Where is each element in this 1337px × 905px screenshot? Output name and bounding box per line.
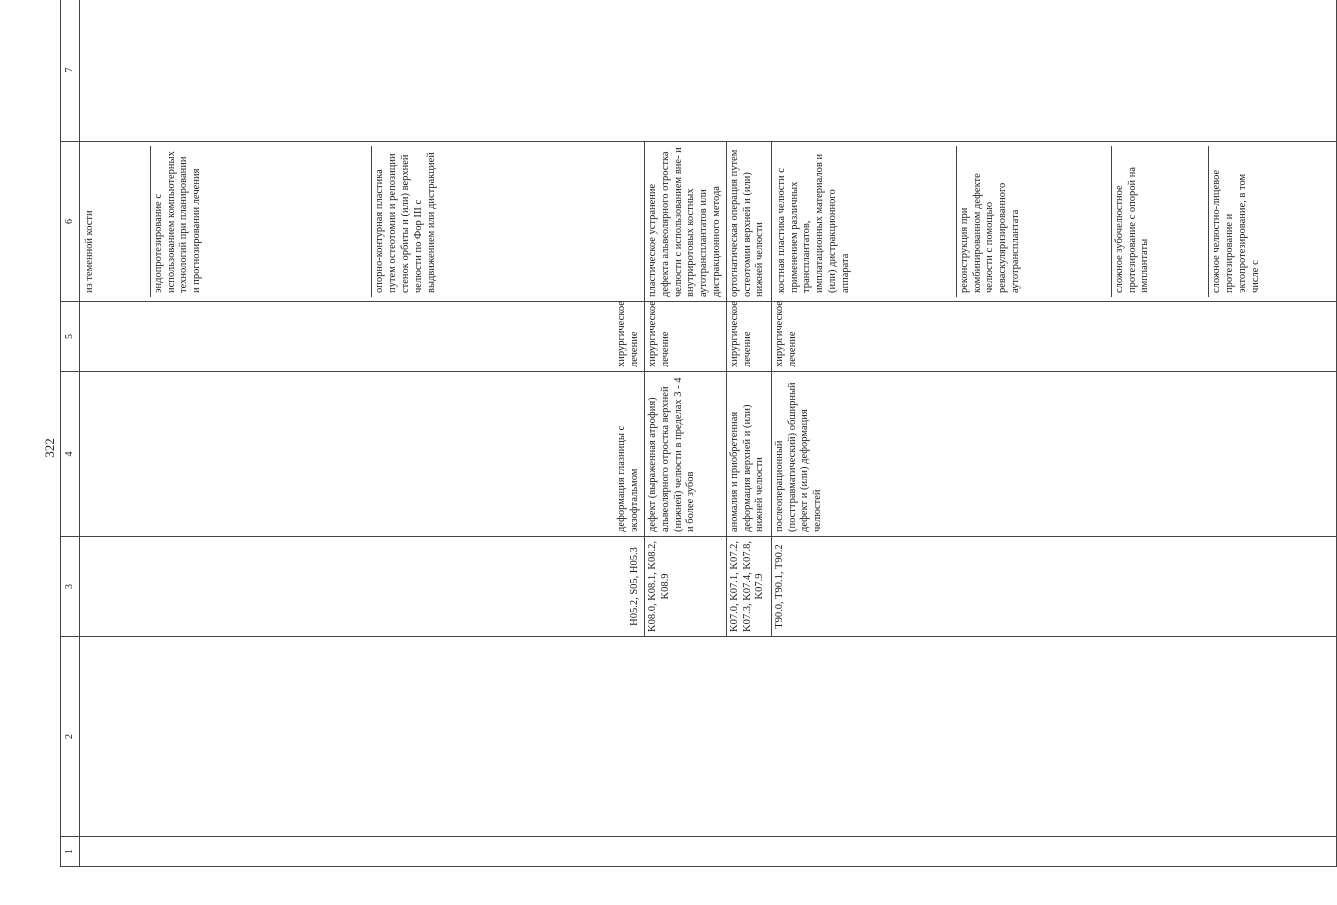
method-item: сложное зубочелюстное протезирование с опорой на имплантаты [1111,146,1208,297]
model-cell: дефект (выраженная атрофия) альвеолярного отростка верхней (нижней) челюсти в пределах 3 - 4 и более зубов [645,372,727,537]
codes-cell: K08.0, K08.1, K08.2, K08.9 [645,537,727,637]
codes-cell: H05.2, S05, H05.3 [80,537,645,637]
header-cell: 2 [61,637,80,837]
model-cell: аномалия и приобретенная деформация верхней и (или) нижней челюсти [726,372,771,537]
method-item: эндопротезирование с использованием компьютерных технологий при планировании и прогнозировании лечения [150,146,372,297]
header-cell: 7 [61,0,80,142]
method-item: сложное челюстно-лицевое протезирование и эктопротезирование, в том числе с [1211,169,1261,293]
methods-list [774,146,1334,297]
method-item: опорно-контурная пластика путем остеотомии и репозиции стенок орбиты и (или) верхней челюсти по Фор III с выдвижением или дистракцией [374,152,437,293]
treatment-cell: хирургическое лечение [771,302,1336,372]
treatment-cell: хирургическое лечение [726,302,771,372]
codes-cell: T90.0, T90.1, T90.2 [771,537,1336,637]
treatment-cell: хирургическое лечение [80,302,645,372]
treatment-cell: хирургическое лечение [645,302,727,372]
codes-cell: K07.0, K07.1, K07.2, K07.3, K07.4, K07.8, K07.9 [726,537,771,637]
header-cell: 6 [61,142,80,302]
model-cell: деформация глазницы с экзофтальмом [80,372,645,537]
methods-cell [80,142,645,302]
col2-cell [80,637,1337,837]
header-cell: 5 [61,302,80,372]
header-cell: 3 [61,537,80,637]
col7-cell [80,0,1337,142]
method-item: костная пластика челюсти с применением различных трансплантатов, имплатационных материалов и (или) дистракционного аппарата [774,146,957,297]
page-number: 322 [41,438,57,458]
header-cell: 4 [61,372,80,537]
col1-cell [80,837,1337,867]
rotated-table-wrapper [60,0,1261,867]
table-header-row [61,0,80,867]
methods-cell: ортогнатическая операция путем остеотомии верхней и (или) нижней челюсти [726,142,771,302]
method-item: реконструкция при комбинированном дефекте челюсти с помощью реваскуляризированного аутотрансплантата [956,146,1111,297]
methods-cell: пластическое устранение дефекта альвеолярного отростка челюсти с использованием вне- и внутриротовых костных аутотрансплантатов или дистракционного метода [645,142,727,302]
method-item: из теменной кости [82,146,150,297]
medical-care-table [60,0,1337,867]
methods-list [82,146,642,297]
table-row [80,0,645,867]
methods-cell [771,142,1336,302]
model-cell: послеоперационный (посттравматический) обширный дефект и (или) деформация челюстей [771,372,1336,537]
header-cell: 1 [61,837,80,867]
